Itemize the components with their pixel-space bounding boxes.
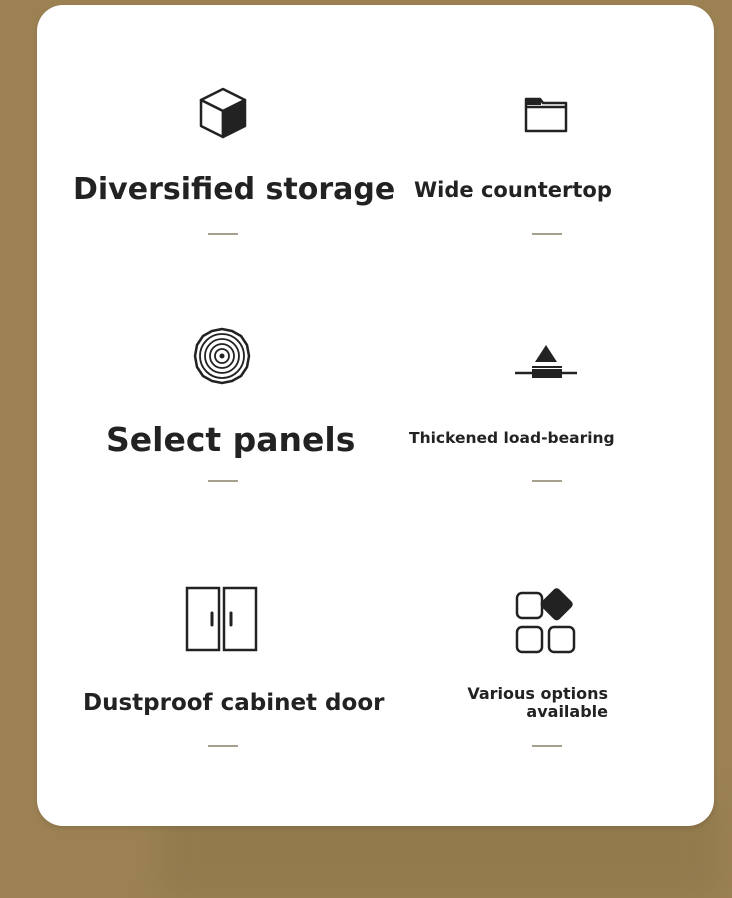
feature-title: Diversified storage: [73, 172, 396, 207]
feature-title: Dustproof cabinet door: [83, 690, 385, 716]
wood-rings-icon: [193, 327, 251, 385]
feature-title: Wide countertop: [414, 178, 612, 202]
divider-dash: [532, 233, 562, 235]
feature-title: Select panels: [106, 420, 356, 459]
feature-title-line2: available: [526, 702, 608, 721]
weight-load-icon: [513, 342, 579, 382]
cube-icon: [197, 85, 249, 141]
feature-title-line1: Various options: [467, 684, 608, 703]
options-grid-icon: [514, 586, 582, 656]
divider-dash: [532, 745, 562, 747]
folder-icon: [523, 95, 569, 135]
double-door-icon: [184, 585, 260, 653]
feature-title: Thickened load-bearing: [409, 429, 615, 447]
divider-dash: [208, 745, 238, 747]
features-card: [37, 5, 714, 826]
divider-dash: [208, 480, 238, 482]
divider-dash: [208, 233, 238, 235]
divider-dash: [532, 480, 562, 482]
